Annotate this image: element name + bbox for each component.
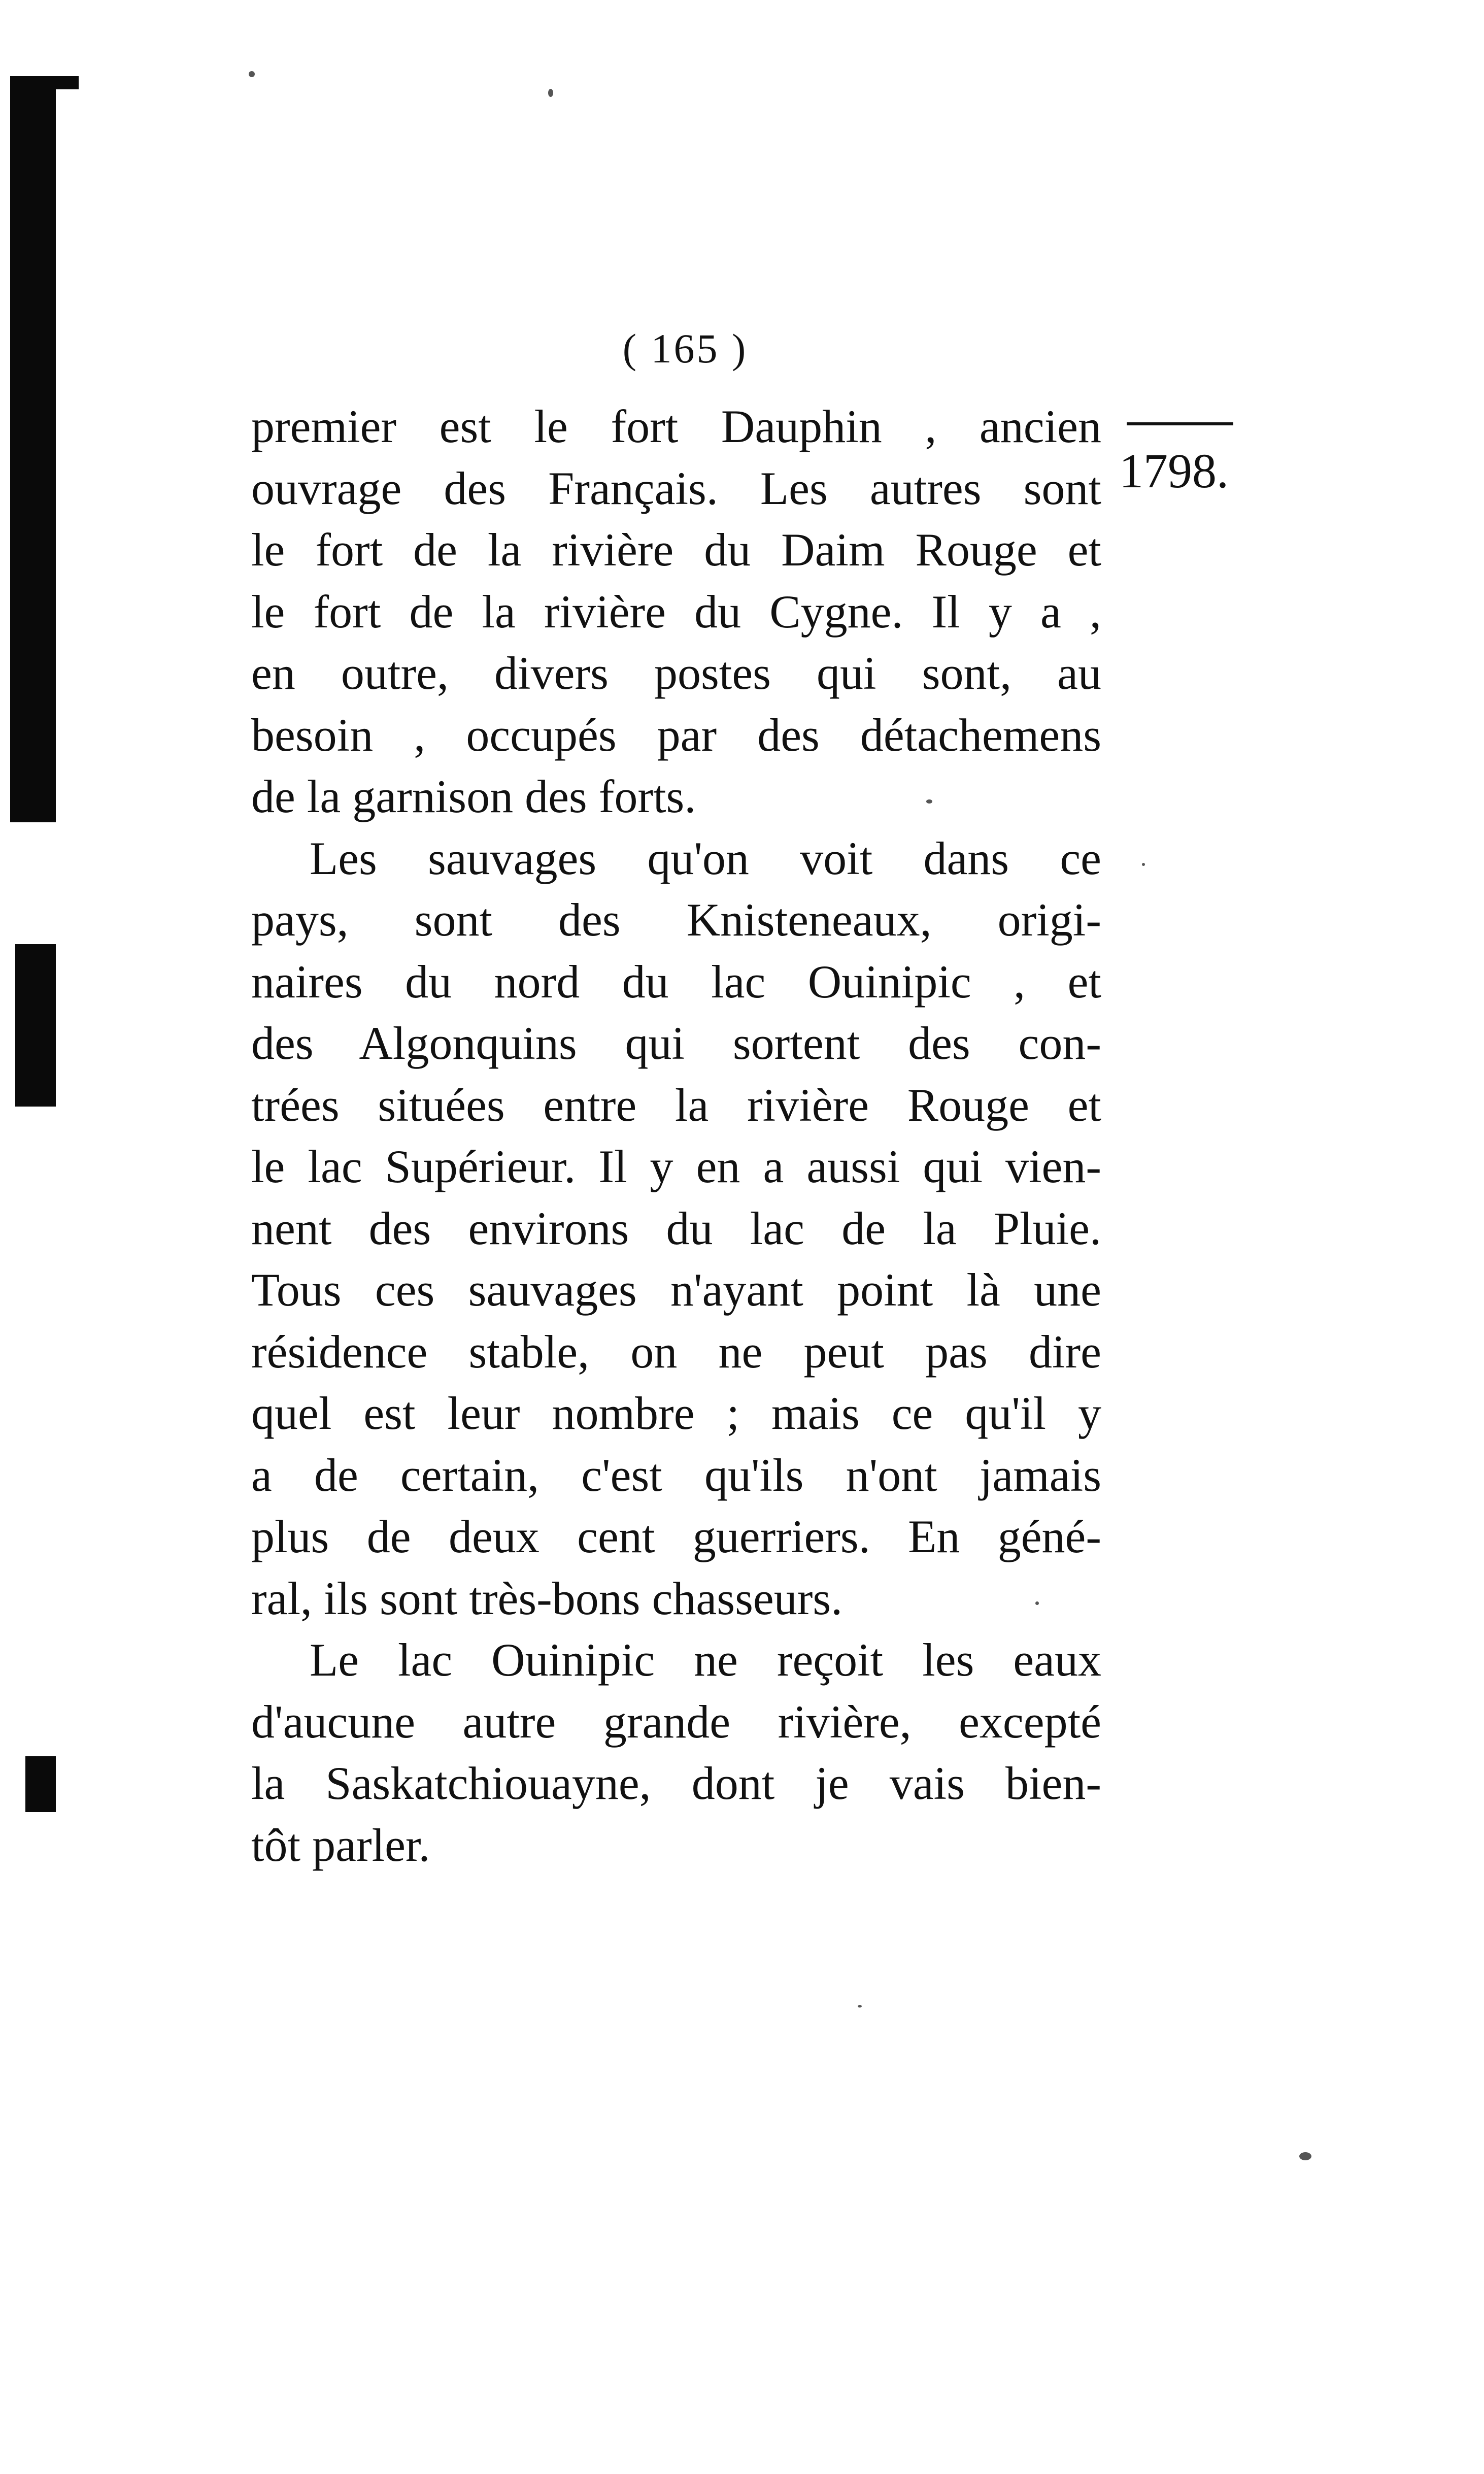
scan-speck — [926, 799, 932, 804]
scan-edge-bar-middle — [15, 944, 56, 1107]
text-line: Les sauvages qu'on voit dans ce — [310, 832, 1101, 884]
text-line: trées situées entre la rivière Rouge et — [251, 1079, 1101, 1131]
scan-edge-bar-bottom — [25, 1756, 56, 1812]
paragraph-2 — [251, 828, 1101, 1630]
scan-speck — [548, 89, 553, 97]
scan-edge-bar-cap — [10, 76, 79, 89]
scan-speck — [1035, 1601, 1039, 1605]
text-line: plus de deux cent guerriers. En géné- — [251, 1511, 1101, 1562]
margin-year: 1798. — [1119, 444, 1229, 498]
text-line: Tous ces sauvages n'ayant point là une — [251, 1264, 1101, 1316]
scan-speck — [249, 71, 255, 77]
text-line: résidence stable, on ne peut pas dire — [251, 1325, 1101, 1378]
scan-speck — [1142, 863, 1145, 866]
text-line: besoin , occupés par des détachemens — [251, 709, 1101, 761]
text-line: ral, ils sont très-bons chasseurs. — [251, 1572, 843, 1624]
text-line: quel est leur nombre ; mais ce qu'il y — [251, 1387, 1101, 1439]
text-line: tôt parler. — [251, 1819, 430, 1871]
text-line: ouvrage des Français. Les autres sont — [251, 462, 1101, 514]
scan-edge-bar-top — [10, 76, 56, 822]
text-line: d'aucune autre grande rivière, excepté — [251, 1695, 1101, 1748]
text-line: nent des environs du lac de la Pluie. — [251, 1202, 1101, 1254]
text-line: le fort de la rivière du Cygne. Il y a , — [251, 585, 1101, 638]
text-line: des Algonquins qui sortent des con- — [251, 1017, 1101, 1069]
margin-rule — [1127, 422, 1233, 425]
text-line: naires du nord du lac Ouinipic , et — [251, 955, 1101, 1008]
text-line: premier est le fort Dauphin , ancien — [251, 400, 1101, 452]
text-line: pays, sont des Knisteneaux, origi- — [251, 894, 1101, 946]
text-line: la Saskatchiouayne, dont je vais bien- — [251, 1757, 1101, 1809]
text-line: Le lac Ouinipic ne reçoit les eaux — [310, 1634, 1101, 1686]
paragraph-1 — [251, 396, 1101, 828]
body-text — [251, 396, 1101, 1876]
scan-speck — [1299, 2152, 1311, 2160]
page-number: ( 165 ) — [622, 325, 748, 372]
text-line: le fort de la rivière du Daim Rouge et — [251, 524, 1101, 576]
text-line: de la garnison des forts. — [251, 771, 696, 822]
text-line: le lac Supérieur. Il y en a aussi qui vien- — [251, 1141, 1101, 1192]
paragraph-3 — [251, 1629, 1101, 1876]
scan-speck — [858, 2005, 862, 2008]
text-line: en outre, divers postes qui sont, au — [251, 647, 1101, 699]
text-line: a de certain, c'est qu'ils n'ont jamais — [251, 1449, 1101, 1501]
